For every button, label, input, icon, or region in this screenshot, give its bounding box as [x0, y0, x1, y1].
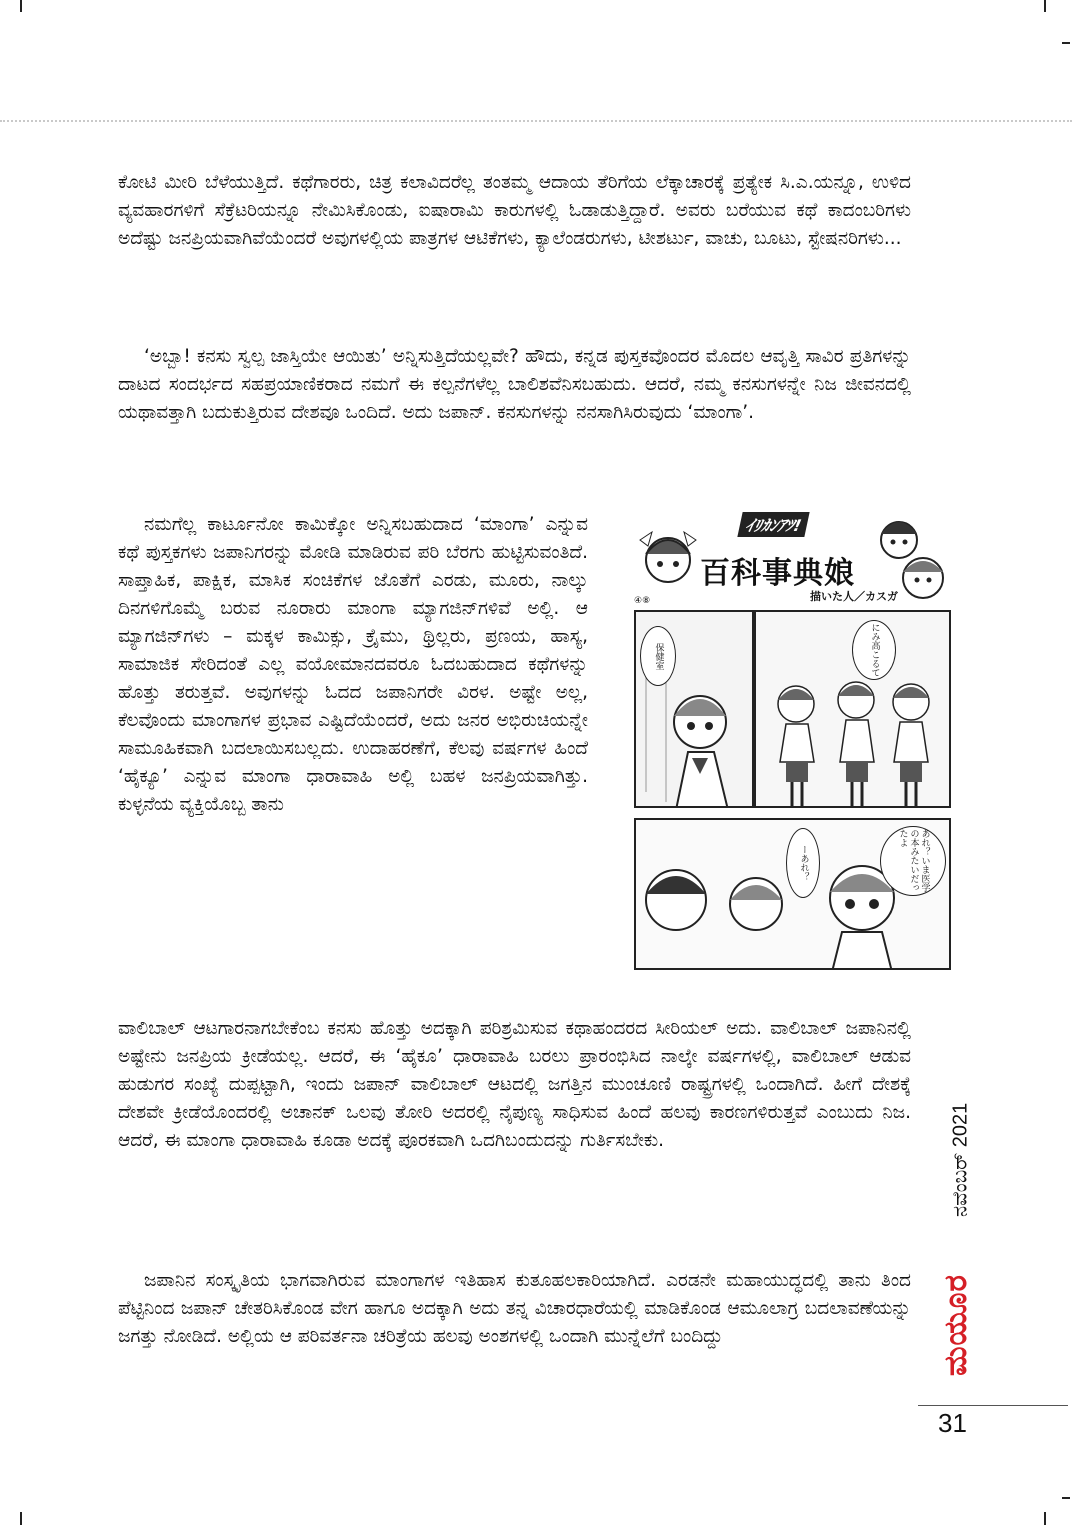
crop-mark-right-upper: [1062, 42, 1070, 44]
page-number: 31: [938, 1408, 967, 1438]
manga-credit: 描いた人／カスガ: [810, 590, 898, 603]
manga-title: 百科事典娘: [700, 556, 855, 591]
manga-illustration: [628, 510, 953, 972]
manga-issue-number: ④⑧: [634, 596, 651, 606]
header-dotted-rule: [0, 120, 1072, 122]
issue-date: ನವೆಂಬರ್ 2021: [949, 1102, 972, 1218]
crop-mark-bottom-left: [20, 1512, 22, 1525]
manga-panel-3: [634, 818, 951, 970]
manga-panel-2: [754, 610, 951, 808]
crop-mark-top-left: [20, 0, 22, 12]
magazine-logo: ಮಯೂರ: [938, 1274, 974, 1376]
paragraph-3: ನಮಗೆಲ್ಲ ಕಾರ್ಟೂನೋ ಕಾಮಿಕ್ಕೋ ಅನ್ನಿಸಬಹುದಾದ ‘ಮಾಂಗಾ’ ಎನ್ನುವ ಕಥೆ ಪುಸ್ತಕಗಳು ಜಪಾನಿಗರನ್ನು ಮೋಡಿ ಮಾಡಿರುವ ಪರಿ ಬೆರಗು ಹುಟ್ಟಿಸುವಂತಿದೆ. ಸಾಪ್ತಾಹಿಕ, ಪಾಕ್ಷಿಕ, ಮಾಸಿಕ ಸಂಚಿಕೆಗಳ ಜೊತೆಗೆ ಎರಡು, ಮೂರು, ನಾಲ್ಕು ದಿನಗಳಿಗೊಮ್ಮೆ ಬರುವ ನೂರಾರು ಮಾಂಗಾ ಮ್ಯಾಗಜಿನ್‌ಗಳಿವೆ ಅಲ್ಲಿ. ಆ ಮ್ಯಾಗಜಿನ್‌ಗಳು – ಮಕ್ಕಳ ಕಾಮಿಕ್ಸು, ಕ್ರೈಮು, ಥ್ರಿಲ್ಲರು, ಪ್ರಣಯ, ಹಾಸ್ಯ, ಸಾಮಾಜಿಕ ಸೇರಿದಂತೆ ಎಲ್ಲ ವಯೋಮಾನದವರೂ ಓದಬಹುದಾದ ಕಥೆಗಳನ್ನು ಹೊತ್ತು ತರುತ್ತವೆ. ಅವುಗಳನ್ನು ಓದದ ಜಪಾನಿಗರೇ ವಿರಳ. ಅಷ್ಟೇ ಅಲ್ಲ, ಕೆಲವೊಂದು ಮಾಂಗಾಗಳ ಪ್ರಭಾವ ಎಷ್ಟಿದೆಯೆಂದರೆ, ಅದು ಜನರ ಅಭಿರುಚಿಯನ್ನೇ ಸಾಮೂಹಿಕವಾಗಿ ಬದಲಾಯಿಸಬಲ್ಲದು. ಉದಾಹರಣೆಗೆ, ಕೆಲವು ವರ್ಷಗಳ ಹಿಂದೆ ‘ಹೈಕ್ಯೂ’ ಎನ್ನುವ ಮಾಂಗಾ ಧಾರಾವಾಹಿ ಅಲ್ಲಿ ಬಹಳ ಜನಪ್ರಿಯವಾಗಿತ್ತು. ಕುಳ್ಳನೆಯ ವ್ಯಕ್ತಿಯೊಬ್ಬ ತಾನು: [118, 514, 588, 815]
paragraph-2: ‘ಅಬ್ಬಾ! ಕನಸು ಸ್ವಲ್ಪ ಜಾಸ್ತಿಯೇ ಆಯಿತು’ ಅನ್ನಿಸುತ್ತಿದೆಯಲ್ಲವೇ? ಹೌದು, ಕನ್ನಡ ಪುಸ್ತಕವೊಂದರ ಮೊದಲ ಆವೃತ್ತಿ ಸಾವಿರ ಪ್ರತಿಗಳನ್ನು ದಾಟದ ಸಂದರ್ಭದ ಸಹಪ್ರಯಾಣಿಕರಾದ ನಮಗೆ ಈ ಕಲ್ಪನೆಗಳೆಲ್ಲ ಬಾಲಿಶವೆನಿಸಬಹುದು. ಆದರೆ, ನಮ್ಮ ಕನಸುಗಳನ್ನೇ ನಿಜ ಜೀವನದಲ್ಲಿ ಯಥಾವತ್ತಾಗಿ ಬದುಕುತ್ತಿರುವ ದೇಶವೂ ಒಂದಿದೆ. ಅದು ಜಪಾನ್. ಕನಸುಗಳನ್ನು ನನಸಾಗಿಸಿರುವುದು ‘ಮಾಂಗಾ’.: [118, 346, 911, 423]
manga-header: [628, 510, 953, 608]
crop-mark-bottom-right: [1044, 1512, 1046, 1525]
manga-speech-bubble: あれ？いま医学の本みたいだったよ: [880, 826, 946, 896]
paragraph-1: ಕೋಟಿ ಮೀರಿ ಬೆಳೆಯುತ್ತಿದೆ. ಕಥೆಗಾರರು, ಚಿತ್ರ ಕಲಾವಿದರೆಲ್ಲ ತಂತಮ್ಮ ಆದಾಯ ತೆರಿಗೆಯ ಲೆಕ್ಕಾಚಾರಕ್ಕೆ ಪ್ರತ್ಯೇಕ ಸಿ.ಎ.ಯನ್ನೂ, ಉಳಿದ ವ್ಯವಹಾರಗಳಿಗೆ ಸೆಕ್ರೆಟರಿಯನ್ನೂ ನೇಮಿಸಿಕೊಂಡು, ಐಷಾರಾಮಿ ಕಾರುಗಳಲ್ಲಿ ಓಡಾಡುತ್ತಿದ್ದಾರೆ. ಅವರು ಬರೆಯುವ ಕಥೆ ಕಾದಂಬರಿಗಳು ಅದೆಷ್ಟು ಜನಪ್ರಿಯವಾಗಿವೆಯೆಂದರೆ ಅವುಗಳಲ್ಲಿಯ ಪಾತ್ರಗಳ ಆಟಿಕೆಗಳು, ಕ್ಯಾಲೆಂಡರುಗಳು, ಟೀಶರ್ಟು, ವಾಚು, ಬೂಟು, ಸ್ಟೇಷನರಿಗಳು...: [118, 172, 911, 249]
manga-speech-bubble: 保健室: [640, 626, 676, 686]
footer-rule: [918, 1405, 1068, 1406]
manga-panel-1: [634, 610, 754, 808]
paragraph-3-continued: ವಾಲಿಬಾಲ್ ಆಟಗಾರನಾಗಬೇಕೆಂಬ ಕನಸು ಹೊತ್ತು ಅದಕ್ಕಾಗಿ ಪರಿಶ್ರಮಿಸುವ ಕಥಾಹಂದರದ ಸೀರಿಯಲ್ ಅದು. ವಾಲಿಬಾಲ್ ಜಪಾನಿನಲ್ಲಿ ಅಷ್ಟೇನು ಜನಪ್ರಿಯ ಕ್ರೀಡೆಯಲ್ಲ. ಆದರೆ, ಈ ‘ಹೈಕೂ’ ಧಾರಾವಾಹಿ ಬರಲು ಪ್ರಾರಂಭಿಸಿದ ನಾಲ್ಕೇ ವರ್ಷಗಳಲ್ಲಿ, ವಾಲಿಬಾಲ್ ಆಡುವ ಹುಡುಗರ ಸಂಖ್ಯೆ ದುಪ್ಪಟ್ಟಾಗಿ, ಇಂದು ಜಪಾನ್ ವಾಲಿಬಾಲ್ ಆಟದಲ್ಲಿ ಜಗತ್ತಿನ ಮುಂಚೂಣಿ ರಾಷ್ಟ್ರಗಳಲ್ಲಿ ಒಂದಾಗಿದೆ. ಹೀಗೆ ದೇಶಕ್ಕೆ ದೇಶವೇ ಕ್ರೀಡೆಯೊಂದರಲ್ಲಿ ಅಚಾನಕ್ ಒಲವು ತೋರಿ ಅದರಲ್ಲಿ ನೈಪುಣ್ಯ ಸಾಧಿಸುವ ಹಿಂದೆ ಹಲವು ಕಾರಣಗಳಿರುತ್ತವೆ ಎಂಬುದು ನಿಜ. ಆದರೆ, ಈ ಮಾಂಗಾ ಧಾರಾವಾಹಿ ಕೂಡಾ ಅದಕ್ಕೆ ಪೂರಕವಾಗಿ ಒದಗಿಬಂದುದನ್ನು ಗುರ್ತಿಸಬೇಕು.: [118, 1018, 911, 1151]
manga-subtitle: ｲﾘｶﾝｱﾂ!: [737, 512, 810, 537]
manga-character-left-icon: [628, 510, 708, 600]
paragraph-4: ಜಪಾನಿನ ಸಂಸ್ಕೃತಿಯ ಭಾಗವಾಗಿರುವ ಮಾಂಗಾಗಳ ಇತಿಹಾಸ ಕುತೂಹಲಕಾರಿಯಾಗಿದೆ. ಎರಡನೇ ಮಹಾಯುದ್ಧದಲ್ಲಿ ತಾನು ತಿಂದ ಪೆಟ್ಟಿನಿಂದ ಜಪಾನ್ ಚೇತರಿಸಿಕೊಂಡ ವೇಗ ಹಾಗೂ ಅದಕ್ಕಾಗಿ ಅದು ತನ್ನ ವಿಚಾರಧಾರೆಯಲ್ಲಿ ಮಾಡಿಕೊಂಡ ಆಮೂಲಾಗ್ರ ಬದಲಾವಣೆಯನ್ನು ಜಗತ್ತು ನೋಡಿದೆ. ಅಲ್ಲಿಯ ಆ ಪರಿವರ್ತನಾ ಚರಿತ್ರೆಯ ಹಲವು ಅಂಶಗಳಲ್ಲಿ ಒಂದಾಗಿ ಮುನ್ನೆಲೆಗೆ ಬಂದಿದ್ದು: [118, 1270, 911, 1347]
crop-mark-top-right: [1044, 0, 1046, 12]
manga-speech-bubble: ーあれ？: [786, 828, 820, 898]
manga-character-right-icon: [873, 510, 953, 608]
manga-speech-bubble: にみ高こるて: [852, 620, 896, 680]
crop-mark-right-lower: [1062, 1497, 1070, 1499]
